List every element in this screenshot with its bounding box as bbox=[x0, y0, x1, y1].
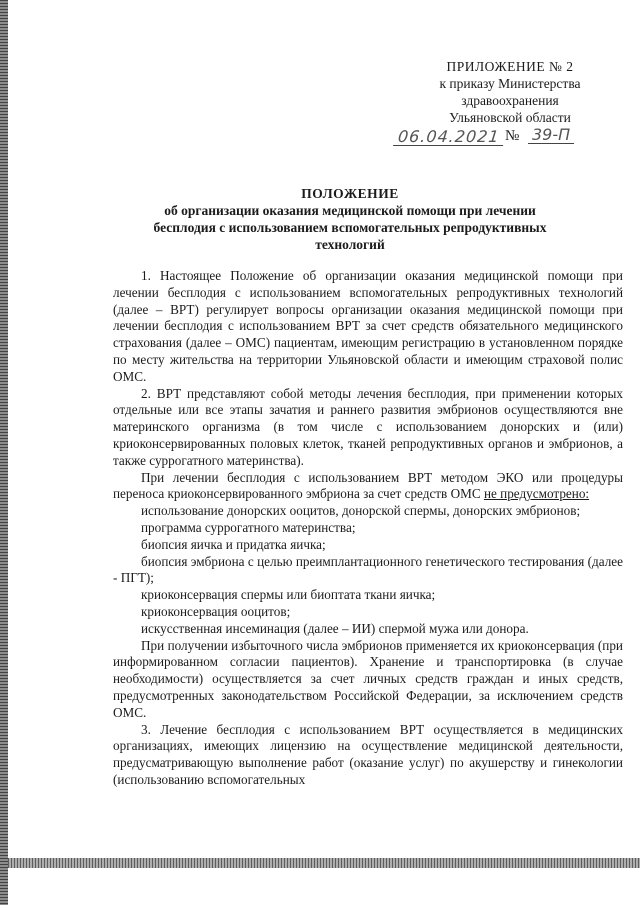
paragraph-3-text: При лечении бесплодия с использованием ВРТ методом ЭКО или процедуры переноса криоконсервированного эмбриона за счет средств ОМС bbox=[113, 469, 623, 502]
title-subheading: об организации оказания медицинской помощи при лечении бесплодия с использованием вспомогательных репродуктивных технологий bbox=[153, 203, 547, 252]
document-title bbox=[140, 185, 560, 253]
paragraph-5: 3. Лечение бесплодия с использованием ВРТ осуществляется в медицинских организациях, имеющих лицензию на осуществление медицинской деятельности, предусматривающую выполнение работ (оказание услуг) по акушерству и гинекологии (использованию вспомогательных bbox=[113, 721, 623, 787]
paragraph-1: 1. Настоящее Положение об организации оказания медицинской помощи при лечении бесплодия с использованием вспомогательных репродуктивных технологий (далее – ВРТ) регулирует вопросы организации оказания медицинской помощи при лечении бесплодия с использованием ВРТ за счет средств обязательного медицинского страхования (далее – ОМС) пациентам, имеющим регистрацию в установленном порядке по месту жительства на территории Ульяновской области и имеющим страховой полис ОМС. bbox=[113, 268, 623, 384]
paragraph-3-underlined: не предусмотрено: bbox=[483, 486, 590, 502]
list-item: биопсия эмбриона с целью преимплантационного генетического тестирования (далее - ПГТ); bbox=[113, 553, 623, 586]
handwritten-order-number: 39-П bbox=[528, 126, 574, 144]
number-sign: № bbox=[505, 128, 520, 144]
document-body bbox=[113, 268, 623, 789]
paragraph-3 bbox=[113, 470, 623, 504]
appendix-header bbox=[397, 58, 620, 146]
list-item: криоконсервация ооцитов; bbox=[141, 603, 291, 619]
list-item: программа суррогатного материнства; bbox=[141, 519, 356, 535]
list-item: криоконсервация спермы или биоптата ткани яичка; bbox=[141, 587, 436, 603]
paragraph-4: При получении избыточного числа эмбрионов применяется их криоконсервация (при информированном согласии пациентов). Хранение и транспортировка (в случае необходимости) осуществляется за счет личных средств граждан и иных средств, предусмотренных законодательством Российской Федерации, за исключением средств ОМС. bbox=[113, 637, 623, 720]
region-line: Ульяновской области bbox=[449, 110, 571, 125]
appendix-number: ПРИЛОЖЕНИЕ № 2 bbox=[446, 59, 574, 74]
handwritten-date: 06.04.2021 bbox=[393, 128, 505, 146]
order-ref-line: к приказу Министерства bbox=[439, 76, 581, 91]
ministry-line: здравоохранения bbox=[461, 93, 559, 108]
title-heading: ПОЛОЖЕНИЕ bbox=[301, 186, 399, 201]
scan-edge-left bbox=[0, 0, 8, 905]
scan-edge-bottom bbox=[8, 858, 640, 868]
order-date-number bbox=[397, 125, 620, 146]
list-item: использование донорских ооцитов, донорской спермы, донорских эмбрионов; bbox=[141, 503, 581, 519]
list-item: искусственная инсеминация (далее – ИИ) спермой мужа или донора. bbox=[141, 620, 529, 636]
list-item: биопсия яичка и придатка яичка; bbox=[141, 536, 326, 552]
paragraph-2: 2. ВРТ представляют собой методы лечения бесплодия, при применении которых отдельные или все этапы зачатия и раннего развития эмбрионов осуществляются вне материнского организма (в том числе с использованием донорских и (или) криоконсервированных половых клеток, тканей репродуктивных органов и эмбрионов, а также суррогатного материнства). bbox=[113, 385, 623, 468]
